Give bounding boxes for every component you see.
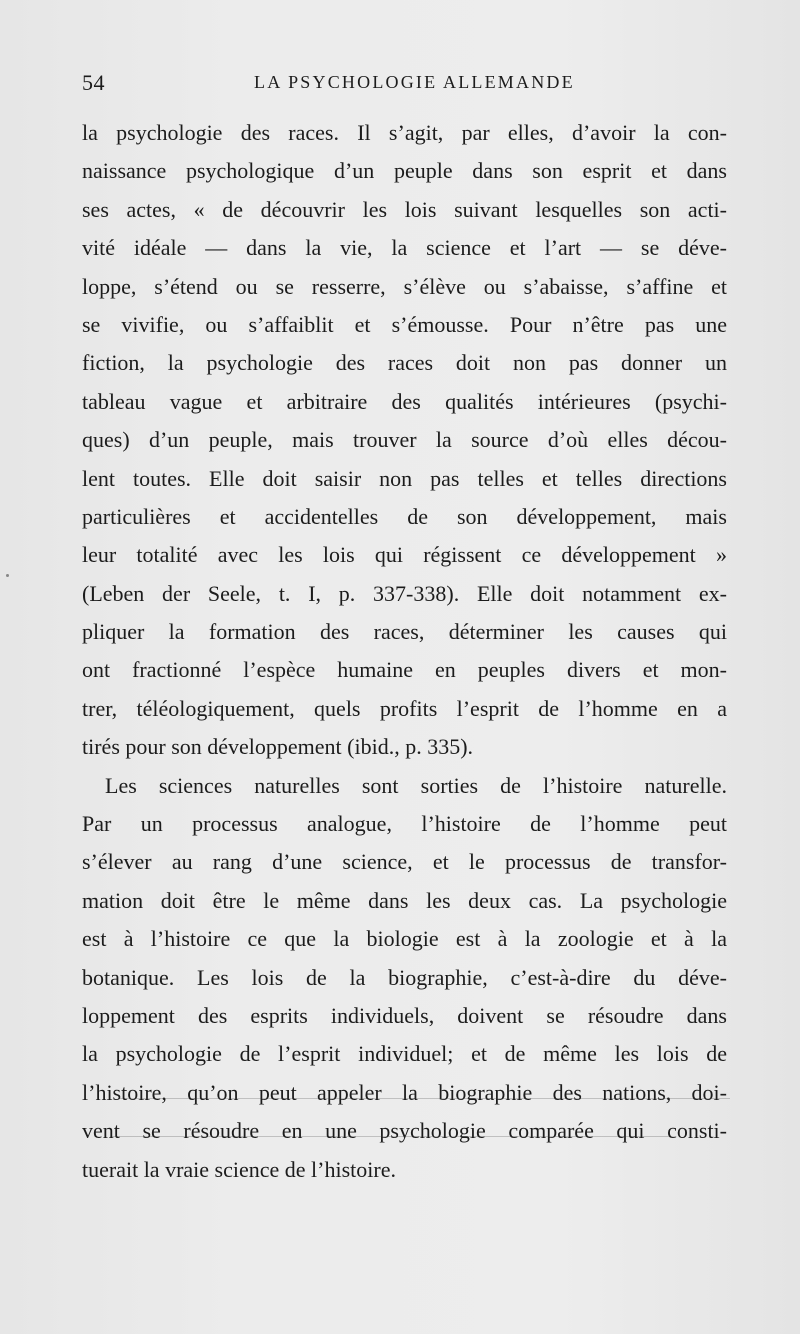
text-line: vité idéale — dans la vie, la science et l’art — se déve- bbox=[82, 235, 727, 261]
text-line: vent se résoudre en une psychologie comparée qui consti- bbox=[82, 1118, 727, 1144]
text-line: est à l’histoire ce que la biologie est à la zoologie et à la bbox=[82, 926, 727, 952]
text-line: pliquer la formation des races, déterminer les causes qui bbox=[82, 619, 727, 645]
paragraph-2 bbox=[82, 767, 727, 1189]
paper-speck bbox=[6, 574, 9, 577]
text-line: (Leben der Seele, t. I, p. 337-338). Elle doit notamment ex- bbox=[82, 580, 727, 606]
text-line: la psychologie des races. Il s’agit, par elles, d’avoir la con- bbox=[82, 120, 727, 145]
text-line: Les sciences naturelles sont sorties de l’histoire naturelle. bbox=[105, 772, 727, 798]
text-line: ses actes, « de découvrir les lois suivant lesquelles son acti- bbox=[82, 196, 727, 222]
page-number: 54 bbox=[82, 70, 105, 95]
text-line: particulières et accidentelles de son développement, mais bbox=[82, 503, 727, 529]
body-text bbox=[82, 114, 727, 1189]
pencil-underline bbox=[110, 1136, 670, 1137]
text-line: botanique. Les lois de la biographie, c’est-à-dire du déve- bbox=[82, 964, 727, 990]
text-line: tuerait la vraie science de l’histoire. bbox=[82, 1156, 396, 1182]
text-line: leur totalité avec les lois qui régissent ce développement » bbox=[82, 542, 727, 568]
text-line: l’histoire, qu’on peut appeler la biographie des nations, doi- bbox=[82, 1079, 727, 1105]
text-line: naissance psychologique d’un peuple dans son esprit et dans bbox=[82, 158, 727, 184]
text-line: loppement des esprits individuels, doivent se résoudre dans bbox=[82, 1002, 727, 1028]
text-line: tirés pour son développement (ibid., p. 335). bbox=[82, 734, 474, 760]
paragraph-1 bbox=[82, 114, 727, 767]
text-line: ques) d’un peuple, mais trouver la source d’où elles décou- bbox=[82, 427, 727, 453]
text-line: la psychologie de l’esprit individuel; et de même les lois de bbox=[82, 1041, 727, 1067]
text-line: Par un processus analogue, l’histoire de l’homme peut bbox=[82, 811, 727, 837]
running-title: LA PSYCHOLOGIE ALLEMANDE bbox=[254, 72, 575, 92]
text-line: se vivifie, ou s’affaiblit et s’émousse. Pour n’être pas une bbox=[82, 311, 727, 337]
text-line: loppe, s’étend ou se resserre, s’élève ou s’abaisse, s’affine et bbox=[82, 273, 727, 299]
text-line: lent toutes. Elle doit saisir non pas telles et telles directions bbox=[82, 465, 727, 491]
text-line: ont fractionné l’espèce humaine en peuples divers et mon- bbox=[82, 657, 727, 683]
page-header bbox=[82, 70, 727, 102]
text-line: fiction, la psychologie des races doit non pas donner un bbox=[82, 350, 727, 376]
text-line: tableau vague et arbitraire des qualités intérieures (psychi- bbox=[82, 388, 727, 414]
text-line: mation doit être le même dans les deux cas. La psychologie bbox=[82, 887, 727, 913]
pencil-underline bbox=[120, 1098, 730, 1099]
text-line: trer, téléologiquement, quels profits l’esprit de l’homme en a bbox=[82, 695, 727, 721]
text-line: s’élever au rang d’une science, et le processus de transfor- bbox=[82, 849, 727, 875]
